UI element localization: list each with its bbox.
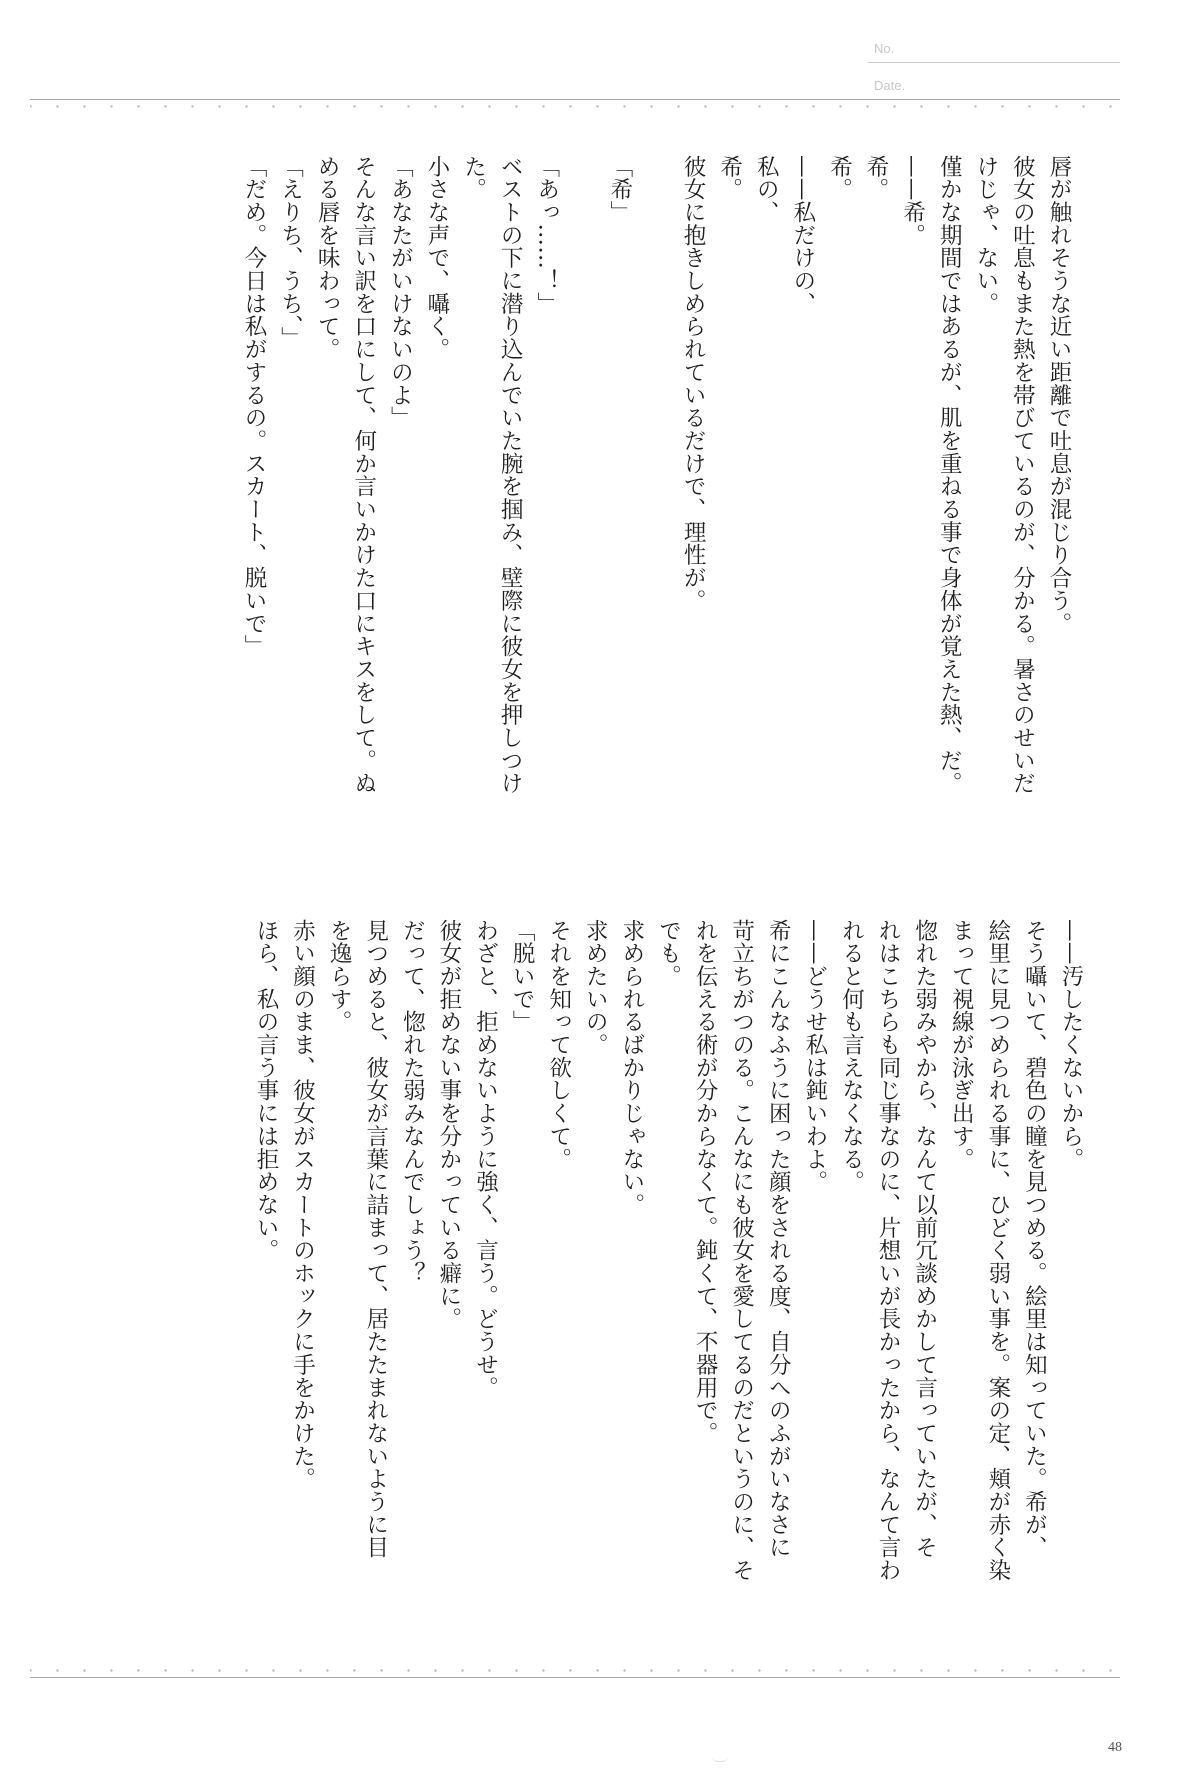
upper-text-line: 彼女の吐息もまた熱を帯びているのが、分かる。暑さのせいだ — [1009, 155, 1036, 795]
lower-text-line: 希にこんなふうに困った顔をされる度、自分へのふがいなさに — [765, 919, 792, 1559]
lower-text-line: 求められるばかりじゃない。 — [618, 919, 645, 1217]
lower-text-line: でも。 — [655, 919, 682, 988]
lower-text-line: ほら、私の言う事には拒めない。 — [252, 919, 279, 1262]
lower-text-line: れはこちらも同じ事なのに、片想いが長かったから、なんて言わ — [875, 919, 902, 1582]
page-number: 48 — [1108, 1740, 1122, 1755]
upper-text-line: そんな言い訳を口にして、何か言いかけた口にキスをして。ぬ — [350, 155, 377, 795]
upper-text-line: 希。 — [826, 155, 853, 201]
lower-text-line: ——汚したくないから。 — [1058, 919, 1084, 1171]
lower-text-line: れると何も言えなくなる。 — [838, 919, 865, 1194]
top-rule-dots — [30, 105, 1120, 108]
lower-text-line: 「脱いで」 — [509, 919, 536, 1034]
lower-text-line: 赤い顔のまま、彼女がスカートのホックに手をかけた。 — [289, 919, 316, 1491]
bottom-rule — [30, 1677, 1120, 1678]
upper-text-line — [638, 155, 675, 870]
lower-text-line: れを伝える術が分からなくて。鈍くて、不器用で。 — [692, 919, 719, 1445]
lower-text-block — [247, 919, 1089, 1634]
upper-text-line: 彼女に抱きしめられているだけで、理性が。 — [680, 155, 707, 612]
upper-text-line: 小さな声で、囁く。 — [423, 155, 450, 361]
upper-text-line: けじゃ、ない。 — [972, 155, 999, 315]
upper-text-line: 「だめ。今日は私がするの。スカート、脱いで」 — [240, 155, 267, 658]
lower-text-line: だって、惚れた弱みなんでしょう？ — [399, 919, 426, 1285]
upper-text-line — [565, 155, 602, 870]
upper-text-line: ——私だけの、 — [789, 155, 816, 315]
lower-text-line: 彼女が拒めない事を分かっている癖に。 — [435, 919, 462, 1331]
lower-text-line: 見つめると、彼女が言葉に詰まって、居たたまれないように目 — [362, 919, 389, 1559]
upper-text-block — [235, 155, 1077, 870]
upper-text-line: 「希」 — [606, 155, 633, 224]
lower-text-line: を逸らす。 — [326, 919, 353, 1034]
header-date-label: Date. — [874, 78, 906, 93]
upper-text-line: た。 — [460, 155, 487, 201]
upper-text-line: ——希。 — [899, 155, 926, 247]
upper-text-line: 「あなたがいけないのよ」 — [387, 155, 414, 430]
lower-text-line: 求めたいの。 — [582, 919, 609, 1057]
upper-text-line: 僅かな期間ではあるが、肌を重ねる事で身体が覚えた熱、だ。 — [936, 155, 963, 795]
lower-text-line: 惚れた弱みやから、なんて以前冗談めかして言っていたが、そ — [911, 919, 938, 1559]
upper-text-line: 唇が触れそうな近い距離で吐息が混じり合う。 — [1046, 155, 1072, 635]
bottom-rule-dots — [30, 1669, 1120, 1672]
lower-text-line: それを知って欲しくて。 — [545, 919, 572, 1171]
upper-text-line: ベストの下に潜り込んでいた腕を掴み、壁際に彼女を押しつけ — [497, 155, 524, 795]
lower-text-line: ——どうせ私は鈍いわよ。 — [801, 919, 828, 1194]
upper-text-line: 「えりち、うち、」 — [277, 155, 304, 350]
upper-text-line: 希。 — [863, 155, 890, 201]
top-rule — [30, 99, 1120, 100]
header-no-label: No. — [874, 41, 895, 56]
lower-text-line: わざと、拒めないように強く、言う。どうせ。 — [472, 919, 499, 1399]
lower-text-line: 絵里に見つめられる事に、ひどく弱い事を。案の定、頬が赤く染 — [984, 919, 1011, 1582]
lower-text-line: そう囁いて、碧色の瞳を見つめる。絵里は知っていた。希が、 — [1021, 919, 1048, 1559]
upper-text-line: 私の、 — [753, 155, 780, 224]
header-no-line — [868, 62, 1120, 63]
lower-text-line: まって視線が泳ぎ出す。 — [948, 919, 975, 1171]
upper-text-line: 「あっ……！」 — [533, 155, 560, 315]
gutter-mark — [712, 1756, 728, 1762]
lower-text-line: 苛立ちがつのる。こんなにも彼女を愛してるのだというのに、そ — [728, 919, 755, 1582]
upper-text-line: 希。 — [716, 155, 743, 201]
upper-text-line: める唇を味わって。 — [314, 155, 341, 361]
